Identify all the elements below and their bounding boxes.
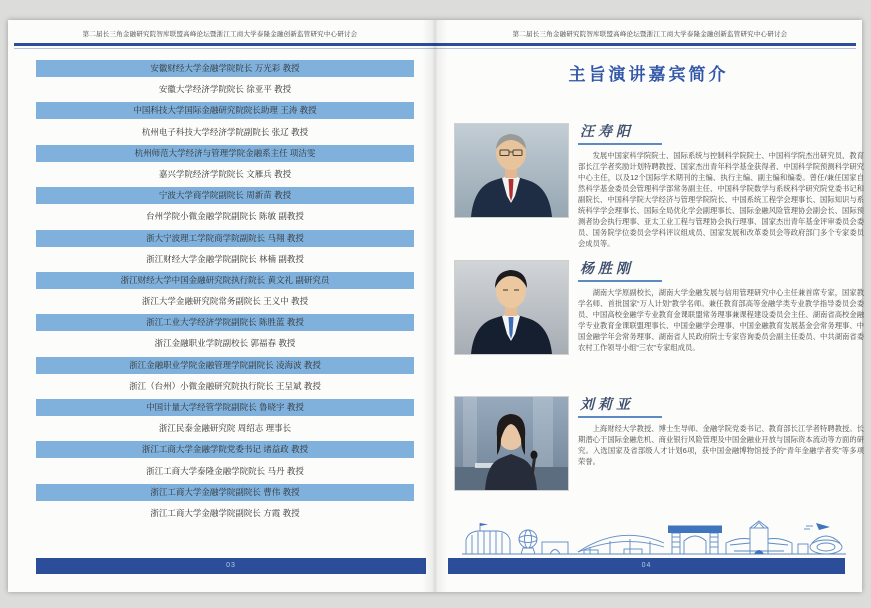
speaker-photo-portrait xyxy=(455,261,568,354)
page-spine-shadow xyxy=(422,20,448,592)
roster-row: 浙江工商大学金融学院党委书记 诸益政 教授 xyxy=(36,441,414,458)
roster-row: 嘉兴学院经济学院院长 文雁兵 教授 xyxy=(158,168,292,179)
right-page-number: 04 xyxy=(641,562,652,569)
speaker-name: 汪寿阳 xyxy=(578,121,662,145)
speaker-photo-portrait xyxy=(455,124,568,217)
left-running-header: 第二届长三角金融研究院智库联盟高峰论坛暨浙江工商大学泰隆金融创新监管研究中心研讨会 xyxy=(82,31,358,38)
speaker-name: 杨胜刚 xyxy=(578,258,662,282)
roster-row: 浙江工业大学经济学院副院长 陈胜蓝 教授 xyxy=(36,314,414,331)
speaker-signature xyxy=(578,258,864,282)
speaker-photo-portrait xyxy=(455,397,568,490)
roster-row: 安徽财经大学金融学院院长 万光彩 教授 xyxy=(36,60,414,77)
roster-row: 浙江财经大学金融学院副院长 林楠 副教授 xyxy=(146,253,304,264)
portrait-woman-speaking xyxy=(455,397,568,490)
speaker-profile xyxy=(578,121,864,249)
roster-row: 安徽大学经济学院院长 徐亚平 教授 xyxy=(158,84,292,95)
speaker-profile xyxy=(578,258,864,353)
speaker-signature xyxy=(578,394,864,418)
right-running-header: 第二届长三角金融研究院智库联盟高峰论坛暨浙江工商大学泰隆金融创新监管研究中心研讨会 xyxy=(512,31,788,38)
roster-row: 浙江工商大学泰隆金融学院院长 马丹 教授 xyxy=(146,465,304,476)
roster-row: 中国计量大学经管学院副院长 鲁晓宇 教授 xyxy=(36,399,414,416)
roster-row: 杭州电子科技大学经济学院副院长 张辽 教授 xyxy=(141,126,309,137)
right-page-number-bar xyxy=(448,558,845,574)
header-rule-thin xyxy=(14,48,856,49)
speaker-name: 刘莉亚 xyxy=(578,394,662,418)
roster-row: 浙大宁波理工学院商学院副院长 马翔 教授 xyxy=(36,230,414,247)
roster-row: 浙江民泰金融研究院 周绍志 理事长 xyxy=(158,423,292,434)
roster-row: 中国科技大学国际金融研究院院长助理 王涛 教授 xyxy=(36,102,414,119)
roster-row: 浙江（台州）小微金融研究院执行院长 王呈斌 教授 xyxy=(129,380,321,391)
left-page-number: 03 xyxy=(226,562,236,569)
pages xyxy=(8,20,862,592)
roster-row: 浙江金融职业学院金融管理学院副院长 凌海波 教授 xyxy=(36,357,414,374)
roster-row: 浙江工商大学金融学院副院长 方霞 教授 xyxy=(150,507,300,518)
roster-row: 宁波大学商学院副院长 周新苗 教授 xyxy=(36,187,414,204)
campus-buildings-icon xyxy=(458,518,848,558)
roster-row: 浙江金融职业学院副校长 郭福春 教授 xyxy=(154,338,296,349)
roster-row: 浙江财经大学中国金融研究院执行院长 黄文礼 副研究员 xyxy=(36,272,414,289)
speaker-bio: 发展中国家科学院院士、国际系统与控制科学院院士、中国科学院杰出研究员、教育部长江学者奖励计划特聘教授、国家杰出青年科学基金获得者、中国科学院预测科学研究中心主任，以及12个国际学术期刊的主编、执行主编、副主编和编委。曾任/兼任国家自然科学基金委员会管理科学部常务副主任、中国科学院数学与系统科学研究院党委书记和副院长、中国科学院大学经济与管理学院院长、中国系统工程学会理事长、国际知识与系统科学学会理事长、国际全局优化学会副理事长、国际金融风险管理协会副会长、国际预测者协会执行理事、亚太工业工程与管理协会执行理事、国家杰出青年基金评审委员会委员、国务院学位委员会学科评议组成员、国家发展和改革委员会等政府部门多个专家委员会成员等。 xyxy=(578,151,864,248)
participant-roster xyxy=(36,60,414,526)
portrait-man-red-tie xyxy=(455,124,568,217)
speaker-bio: 湖南大学原副校长，湖南大学金融发展与信用管理研究中心主任兼首席专家，国家教学名师、首批国家“万人计划”教学名师。兼任教育部高等金融学类专业教学指导委员会委员、中国高校金融学专业教育金课联盟常务理事兼课程建设委员会主任、湖南省高校金融学专业教育金课联盟理事长、中国金融学会理事、中国金融教育发展基金会常务理事、中国金融学年会常务理事、湖南省人民政府院士专家咨询委员会副主任委员、中共湖南省委农村工作领导小组“三农”专家组成员。 xyxy=(578,288,864,352)
roster-row: 杭州师范大学经济与管理学院金融系主任 项洁雯 xyxy=(36,145,414,162)
speaker-profile xyxy=(578,394,864,467)
roster-row: 浙江工商大学金融学院副院长 曹伟 教授 xyxy=(36,484,414,501)
portrait-man-blue-tie xyxy=(455,261,568,354)
left-page-number-bar xyxy=(36,558,426,574)
header-rule xyxy=(14,43,856,46)
campus-skyline-illustration xyxy=(458,518,848,558)
section-title: 主旨演讲嘉宾简介 xyxy=(568,65,729,84)
roster-row: 台州学院小微金融学院副院长 陈敏 副教授 xyxy=(146,211,304,222)
roster-row: 浙江大学金融研究院常务副院长 王义中 教授 xyxy=(141,296,309,307)
speaker-signature xyxy=(578,121,864,145)
speaker-bio: 上海财经大学教授、博士生导师、金融学院党委书记、教育部长江学者特聘教授。长期潜心于国际金融危机、商业银行风险管理及中国金融业开放与国际资本流动等方面的研究。入选国家及省部级人才计划6项，获中国金融博物馆授予的“青年金融学者奖”等多项荣誉。 xyxy=(578,424,864,466)
